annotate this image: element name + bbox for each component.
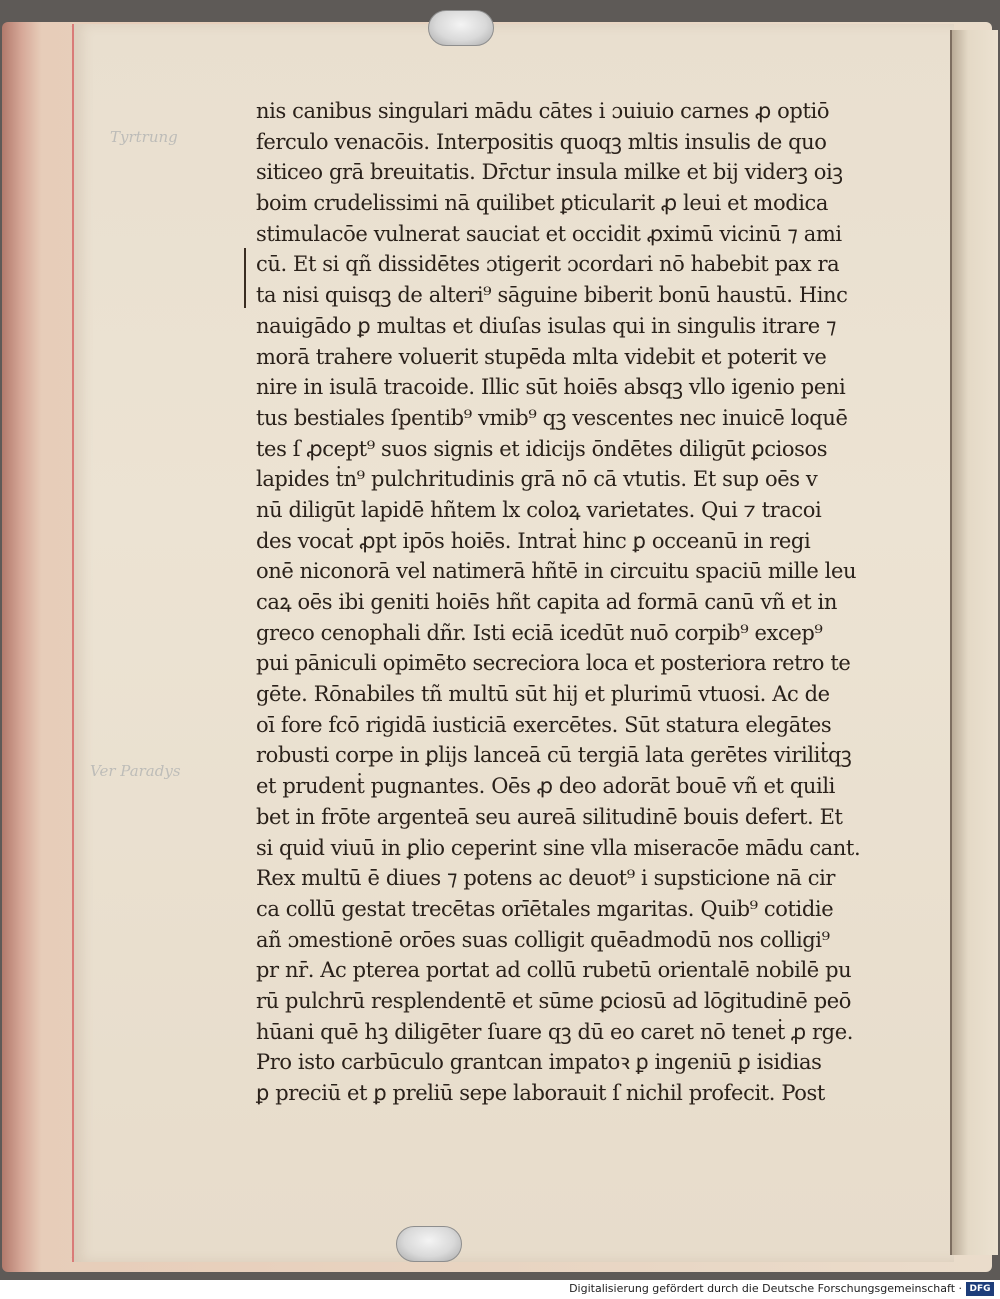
text-line: greco cenophali dñr. Isti eciā icedūt nuō corpib⁹ excep⁹ bbox=[256, 620, 823, 645]
text-line: tus bestiales ſpentib⁹ vmib⁹ qꝫ vescentes nec inuicē loquē bbox=[256, 405, 848, 430]
top-glass-clip bbox=[428, 10, 494, 46]
text-line: cū. Et si qñ dissidētes ɔtigerit ɔcordari nō habebit pax ra bbox=[256, 252, 840, 277]
text-line: Pro isto carbūculo grantcan impatoꝛ ꝑ ingeniū ꝑ isidias bbox=[256, 1050, 822, 1075]
text-line: tes ſ ꝓcept⁹ suos signis et idicijs ōndētes diligūt ꝑciosos bbox=[256, 436, 828, 461]
text-line: ꝑ preciū et ꝑ preliū sepe laborauit ſ nichil profecit. Post bbox=[256, 1081, 825, 1105]
footer-credit: Digitalisierung gefördert durch die Deutsche Forschungsgemeinschaft · bbox=[569, 1282, 962, 1295]
text-line: gēte. Rōnabiles tñ multū sūt hij et plurimū vtuosi. Ac de bbox=[256, 682, 830, 707]
text-line: hūani quē hꝫ diligēter ſuare qꝫ dū eo caret nō teneṫ ꝓ rge. bbox=[256, 1019, 854, 1044]
text-column bbox=[256, 96, 876, 1109]
text-line: lapides ṫn⁹ pulchritudinis grā nō cā vtutis. Et sup oēs v bbox=[256, 467, 818, 492]
footer-bar bbox=[0, 1280, 1000, 1299]
text-line: bet in frōte argenteā seu aureā silitudinē bouis defert. Et bbox=[256, 804, 843, 829]
text-line: Rex multū ē diues ⁊ potens ac deuot⁹ i supsticione nā cir bbox=[256, 866, 836, 891]
text-line: onē niconorā vel natimerā hñtē in circuitu spaciū mille leu bbox=[256, 559, 857, 584]
marginal-bracket bbox=[244, 248, 256, 308]
text-line: pui pāniculi opimēto secreciora loca et posteriora retro te bbox=[256, 651, 851, 676]
text-line: nū diligūt lapidē hñtem lx coloꝝ varietates. Qui ⁊ tracoi bbox=[256, 497, 822, 522]
text-line: nire in isulā tracoide. Illic sūt hoiēs absqꝫ vllo igenio peni bbox=[256, 375, 846, 400]
text-line: si quid viuū in ꝑlio ceperint sine vlla miseracōe mādu cant. bbox=[256, 835, 861, 860]
text-line: morā trahere voluerit stupēda mlta videbit et poterit ve bbox=[256, 344, 827, 369]
margin-note: Ver Paradys bbox=[90, 762, 181, 780]
text-line: et prudenṫ pugnantes. Oēs ꝓ deo adorāt bouē vñ et quili bbox=[256, 774, 835, 799]
text-line: nis canibus singulari mādu cātes i ɔuiuio carnes ꝓ optiō bbox=[256, 99, 830, 123]
facing-page-edge bbox=[950, 30, 998, 1255]
text-line: boim crudelissimi nā quilibet ꝑticularit ꝓ leui et modica bbox=[256, 191, 829, 216]
bottom-glass-clip bbox=[396, 1226, 462, 1262]
text-line: pr nr̄. Ac pterea portat ad collū rubetū orientalē nobilē pu bbox=[256, 958, 852, 983]
margin-note: Tyrtrung bbox=[110, 128, 178, 146]
text-line: ferculo venacōis. Interpositis quoqꝫ mltis insulis de quo bbox=[256, 129, 827, 154]
text-line: ca collū gestat trecētas orīētales mgaritas. Quib⁹ cotidie bbox=[256, 896, 834, 921]
text-line: nauigādo ꝑ multas et diuſas isulas qui in singulis itrare ⁊ bbox=[256, 313, 837, 338]
text-line: stimulacōe vulnerat sauciat et occidit ꝓximū vicinū ⁊ ami bbox=[256, 221, 842, 246]
text-line: caꝝ oēs ibi geniti hoiēs hñt capita ad formā canū vñ et in bbox=[256, 590, 837, 614]
text-line: rū pulchrū resplendentē et sūme ꝑciosū ad lōgitudinē peō bbox=[256, 988, 852, 1013]
text-line: robusti corpe in ꝑlijs lanceā cū tergiā lata gerētes viriliṫqꝫ bbox=[256, 743, 852, 768]
text-line: des vocaṫ ꝓpt ipōs hoiēs. Intraṫ hinc ꝑ occeanū in regi bbox=[256, 528, 811, 553]
text-line: añ ɔmestionē orōes suas colligit quēadmodū nos colligi⁹ bbox=[256, 927, 830, 952]
text-line: ta nisi quisqꝫ de alteri⁹ sāguine biberit bonū haustū. Hinc bbox=[256, 283, 848, 308]
dfg-logo: DFG bbox=[966, 1282, 994, 1296]
text-line: oī fore fcō rigidā iusticiā exercētes. Sūt statura elegātes bbox=[256, 712, 832, 737]
text-line: siticeo grā breuitatis. Dr̄ctur insula milke et bij viderꝫ oiꝫ bbox=[256, 160, 843, 185]
